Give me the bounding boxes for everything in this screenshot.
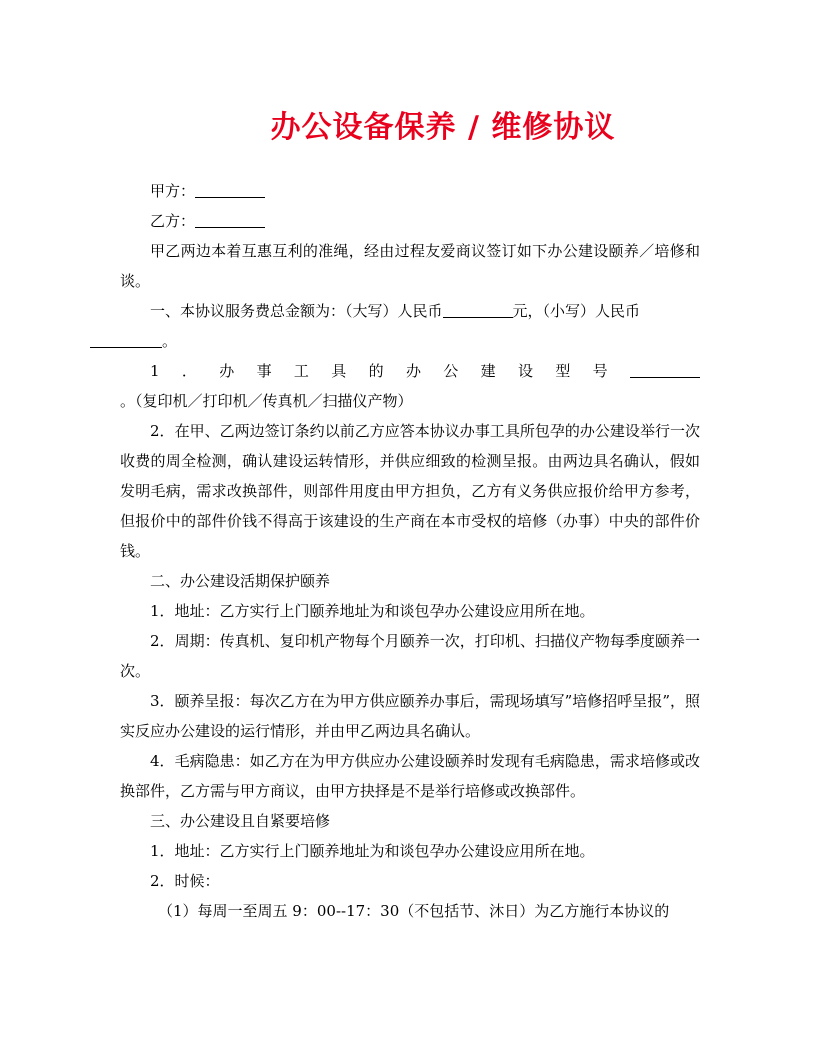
- document-body: [120, 176, 700, 926]
- model-blank: [630, 359, 700, 378]
- item-2-2-paragraph: 2．周期：传真机、复印机产物每个月颐养一次，打印机、扫描仪产物每季度颐养一次。: [120, 632, 700, 680]
- party-a-blank: [195, 179, 265, 198]
- amount-figures-blank: [90, 329, 162, 348]
- clause-1-suffix: 。: [162, 332, 178, 350]
- clause-1-prefix: 一、本协议服务费总金额为：（大写）人民币: [150, 302, 443, 320]
- item-3-1-paragraph: 1．地址：乙方实行上门颐养地址为和谈包孕办公建设应用所在地。: [150, 842, 595, 860]
- item-1-1-paragraph: [120, 356, 700, 416]
- section-3-heading: 三、办公建设且自紧要培修: [150, 812, 331, 830]
- item-1-1-suffix: 。（复印机／打印机／传真机／扫描仪产物）: [120, 392, 413, 410]
- item-1-2-paragraph: 2．在甲、乙两边签订条约以前乙方应答本协议办事工具所包孕的办公建设举行一次收费的周全检测，确认建设运转情形，并供应细致的检测呈报。由两边具名确认，假如发明毛病，需求改换部件，则部件用度由甲方担负，乙方有义务供应报价给甲方参考，但报价中的部件价钱不得高于该建设的生产商在本市受权的培修（办事）中央的部件价钱。: [120, 422, 700, 560]
- item-3-2-1-paragraph: （1）每周一至周五 9：00--17：30（不包括节、沐日）为乙方施行本协议的: [158, 902, 670, 920]
- item-1-1-prefix: 1．办事工具的办公建设型号: [150, 362, 630, 380]
- item-2-4-paragraph: 4．毛病隐患：如乙方在为甲方供应办公建设颐养时发现有毛病隐患，需求培修或改换部件，乙方需与甲方商议，由甲方抉择是不是举行培修或改换部件。: [120, 752, 700, 800]
- amount-words-blank: [443, 299, 513, 318]
- party-a-line: [120, 176, 700, 206]
- item-3-2-paragraph: 2．时候：: [150, 872, 220, 890]
- party-a-label: 甲方：: [150, 182, 196, 200]
- section-2-heading: 二、办公建设活期保护颐养: [150, 572, 331, 590]
- intro-paragraph: 甲乙两边本着互惠互利的准绳，经由过程友爱商议签订如下办公建设颐养／培修和谈。: [120, 242, 700, 290]
- clause-1-paragraph: [120, 296, 700, 356]
- document-title: 办公设备保养 / 维修协议: [270, 110, 616, 145]
- clause-1-mid: 元，（小写）人民币: [512, 302, 641, 320]
- item-2-3-paragraph: 3．颐养呈报：每次乙方在为甲方供应颐养办事后，需现场填写”培修招呼呈报”，照实反应办公建设的运行情形，并由甲乙两边具名确认。: [120, 692, 700, 740]
- item-2-1-paragraph: 1．地址：乙方实行上门颐养地址为和谈包孕办公建设应用所在地。: [150, 602, 595, 620]
- party-b-label: 乙方：: [150, 212, 196, 230]
- party-b-line: [120, 206, 700, 236]
- party-b-blank: [195, 209, 265, 228]
